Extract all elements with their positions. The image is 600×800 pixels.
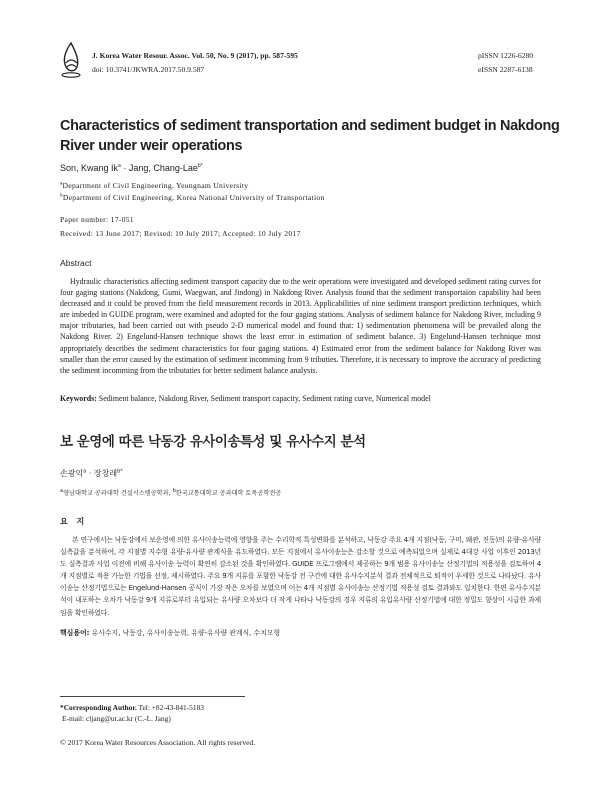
korean-affiliation-text: 영남대학교 공과대학 건설시스템공학과,: [63, 490, 173, 497]
pissn: pISSN 1226-6280: [478, 51, 534, 60]
paper-number: Paper number: 17-051: [60, 215, 134, 224]
author-affiliation-mark: b*: [197, 163, 203, 169]
submission-dates: Received: 13 June 2017; Revised: 10 July 2017; Accepted: 10 July 2017: [60, 229, 301, 238]
korean-abstract-heading: 요 지: [60, 517, 88, 526]
author-list: [60, 163, 203, 173]
korean-affiliation-mark: a: [60, 487, 64, 494]
affiliation-mark: b: [60, 193, 63, 199]
korean-affiliation-text: 한국교통대학교 공과대학 토목공학전공: [175, 490, 282, 497]
corresponding-tel: Tel: +82-43-841-5183: [136, 703, 204, 712]
author-separator: ·: [120, 163, 129, 173]
korean-keywords-label: 핵심용어:: [60, 629, 90, 637]
keywords-label: Keywords:: [60, 394, 97, 403]
korean-abstract-text: 본 연구에서는 낙동강에서 보운영에 의한 유사이송능력에 영향을 주는 수리학적 특성변화를 분석하고, 낙동강 주요 4개 지점(낙동, 구미, 왜관, 진동)의 유량-유사량 실측값을 분석하여, 각 지점별 지수형 유량-유사량 관계식을 유도하였다. 모든 지점에서 유사이송능은 감소할 것으로 예측되었으며 실제로 4대강 사업 이후인 2013년도 실측결과 사업 이전에 비해 유사이송 능력이 확연히 감소된 것을 확인하였다. GUIDE 프로그램에서 제공하는 9개 범용 유사이송능 산정기법의 적용성을 검토하여 4개 지점별로 적용 가능한 기법을 선정, 제시하였다. 주요 9개 지류를 포함한 낙동강 전 구간에 대한 유사수지분석 결과 전체적으로 퇴적이 우세한 것으로 나타났다. 유사이송능 산정기법으로는 Engelund-Hansen 공식이 가장 작은 오차를 보였으며 이는 4개 지점별 유사이송능 산정기법 적용성 검토 결과와도 일치한다. 한편 유사수지분석이 내포하는 오차가 낙동강 9개 지류로부터 유입되는 유사량 오차보다 더 작게 나타나 낙동강의 경우 지류의 유입유사량 산정기법에 대한 정밀도 향상이 시급한 과제임을 확인하였다.: [60, 536, 541, 617]
keywords-text: Sediment balance, Nakdong River, Sediment transport capacity, Sediment rating curve, Numerical model: [96, 394, 431, 403]
korean-affiliations: [60, 488, 281, 497]
journal-citation: J. Korea Water Resour. Assoc. Vol. 50, No. 9 (2017), pp. 587-595: [92, 51, 298, 60]
korean-author-mark: a: [83, 468, 87, 475]
affiliation-a: [60, 181, 248, 190]
affiliation-text: Department of Civil Engineering, Yeungnam University: [62, 181, 249, 190]
corresponding-author-note: [60, 702, 204, 724]
affiliation-b: [60, 193, 325, 202]
doi[interactable]: doi: 10.3741/JKWRA.2017.50.9.587: [92, 65, 205, 74]
abstract-heading: Abstract: [60, 258, 92, 268]
korean-affiliation-mark: b: [172, 487, 176, 494]
corresponding-label: *Corresponding Author.: [60, 703, 137, 712]
author-name: Jang, Chang-Lae: [128, 163, 198, 173]
korean-author-separator: ·: [86, 469, 94, 478]
copyright-notice: © 2017 Korea Water Resources Association. All rights reserved.: [60, 738, 256, 747]
abstract-text: Hydraulic characteristics affecting sediment transport capacity due to the weir operations were investigated and developed sediment rating curves for four gaging stations (Nakdong, Gumi, Waegwan, and Jindong) in Nakdong River. Analysis found that the sediment transportaion capability had been decreased and it could be proved from the field measurement records in 2013. Applicabilities of nine sediment transport prediction techniques, which are imbeded in GUIDE program, were examined and adopted for the four gaging stations. Analysis of sediment balance for Nakdong River, including 9 major tributaries, had been carried out with pseudo 2-D numerical model and found that: 1) sedimentation phenomena will be prevailed along the Nakdong River. 2) Engelund-Hansen technique shows the least error in estimation of sediment balance. 3) Engelund-Hansen technique most appropriately describes the sediment characteristics for four gaging stations. 4) Estimated error from the sediment balance for Nakdong River was smaller than the error caused by the estimation of sediment incomming from 9 tributies. Therefore, it is necessary to improve the accuracy of predicting the sediment incomming from the tributaties for better sediment balance analysis.: [60, 277, 541, 375]
affiliation-mark: a: [60, 181, 63, 187]
korean-keywords: [60, 627, 280, 637]
abstract-body: [60, 276, 541, 376]
paper-title: Characteristics of sediment transportation and sediment budget in Nakdong River under weir operations: [60, 118, 560, 154]
korean-author-mark: b*: [117, 468, 123, 475]
korean-title: 보 운영에 따른 낙동강 유사이송특성 및 유사수지 분석: [60, 435, 366, 450]
author-name: Son, Kwang Ik: [60, 163, 119, 173]
korean-abstract-body: [60, 534, 541, 619]
corresponding-email[interactable]: E-mail: cljang@ut.ac.kr (C.-L. Jang): [62, 714, 171, 723]
affiliation-text: Department of Civil Engineering, Korea National University of Transportation: [62, 193, 325, 202]
korean-keywords-text: 유사수지, 낙동강, 유사이송능력, 유량-유사량 관계식, 수치모형: [89, 629, 281, 637]
footnote-divider: [60, 696, 245, 697]
eissn: eISSN 2287-6138: [478, 65, 533, 74]
keywords: [60, 394, 541, 403]
korean-author-name: 장창래: [93, 469, 118, 478]
journal-logo: [60, 41, 82, 79]
korean-author-name: 손광익: [60, 469, 84, 478]
korean-author-list: [60, 468, 123, 479]
author-affiliation-mark: a: [118, 163, 121, 169]
